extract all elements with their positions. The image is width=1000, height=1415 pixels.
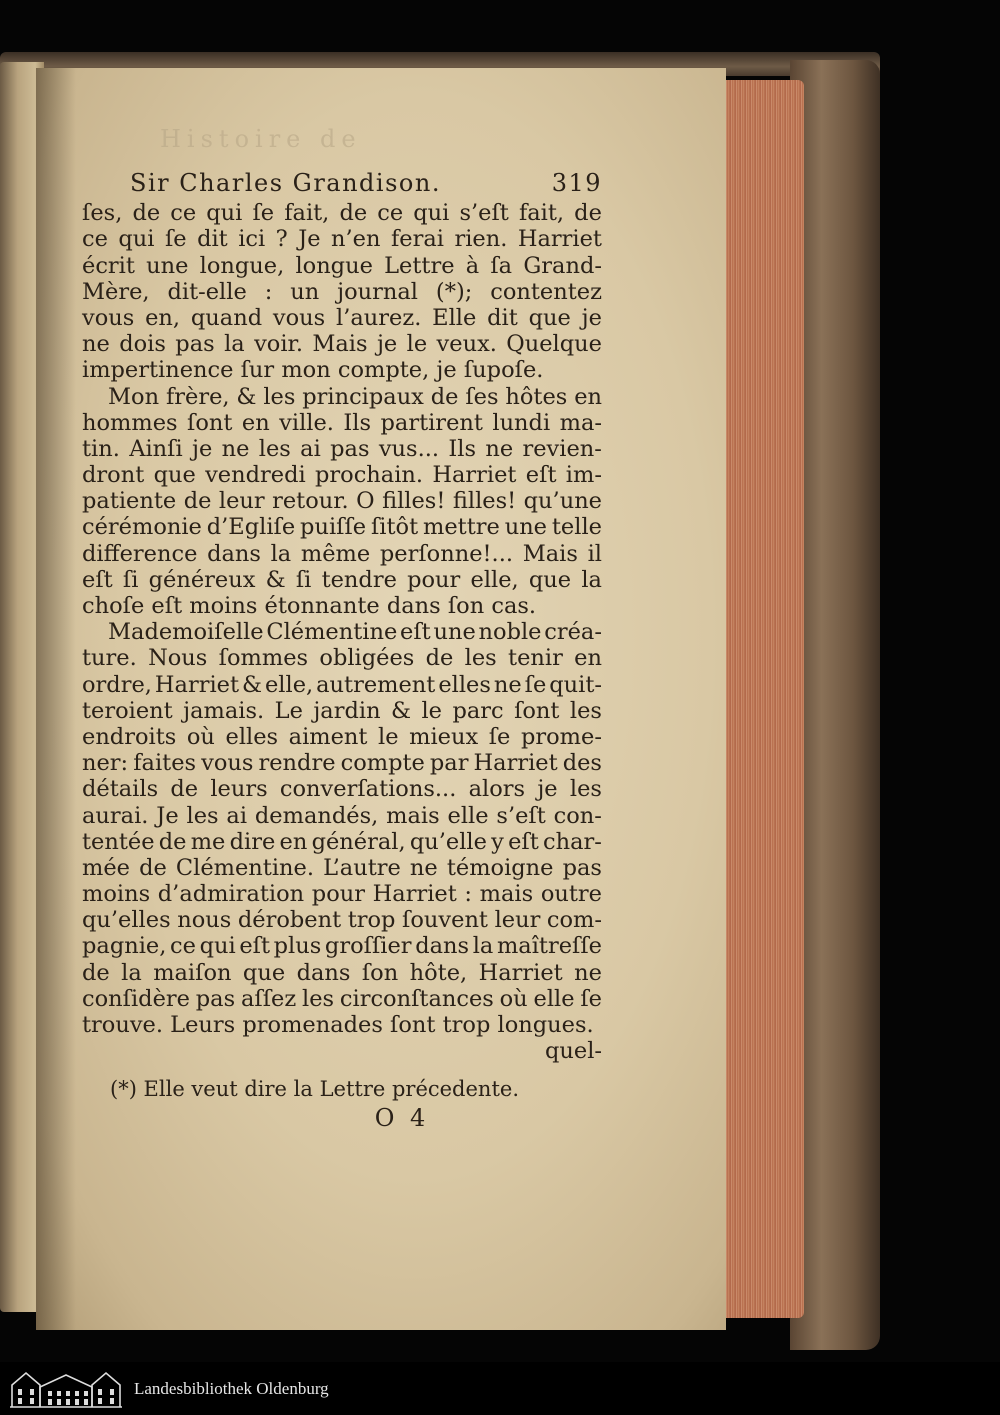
text-line [82,645,602,671]
word: faites [133,750,197,777]
word: hôte, [409,959,468,986]
word: obligées [319,645,415,672]
text-line-content: impertinence ſur mon compte, je ſupoſe. [82,357,544,384]
word: : [464,881,473,908]
word: détails [82,776,159,803]
word: la [472,933,494,960]
word: maîtreſſe [496,933,602,960]
word: veux. [436,331,497,358]
text-line-content: choſe eſt moins étonnante dans ſon cas. [82,593,537,620]
word: elles [438,671,491,698]
word: l’aurez. [336,304,422,331]
word: fait, [284,200,330,227]
text-line [82,698,602,724]
word: la [581,566,602,593]
word: dans [207,540,261,567]
word: ſes [465,383,499,410]
word: elles [225,723,279,750]
word: autrement [316,671,436,698]
word: ? [275,226,288,253]
word: telle [551,514,602,541]
word: dérobent [237,907,342,934]
word: Harriet [372,881,457,908]
word: Mademoiſelle [108,619,264,646]
page-text [82,170,602,1131]
word: vous [82,304,135,331]
word: ordre, [82,671,152,698]
word: pagnie, [82,933,167,960]
word: écrit [82,252,135,279]
word: Harriet [154,671,240,698]
word: général, [311,828,406,855]
word: circonſtances [339,985,494,1012]
word: qui [413,200,450,227]
word: partirent [380,409,483,436]
text-line [82,436,602,462]
word: prome- [520,723,602,750]
word: voir. [254,331,303,358]
word: pas [330,435,370,462]
word: O [356,488,375,515]
word: ſitôt [370,514,419,541]
word: de [132,200,161,227]
word: puiſſe [300,514,367,541]
word: les [302,985,335,1012]
word: conſidère [82,985,190,1012]
word: & [241,671,263,698]
word: dans [415,933,470,960]
text-line [82,279,602,305]
text-line [82,750,602,776]
word: les [569,776,602,803]
text-line [82,829,602,855]
word: ſi [295,566,312,593]
word: (*); [435,278,473,305]
word: en [574,645,602,672]
text-line [82,567,602,593]
word: Nous [148,645,208,672]
running-title: Sir Charles Grandison. [130,169,441,197]
text-line [82,672,602,698]
word: en [574,383,602,410]
word: dront [82,462,145,489]
word: que [528,566,572,593]
text-line [82,1012,602,1038]
text-line [82,384,602,410]
word: dit [197,226,228,253]
word: filles! [382,488,446,515]
word: com- [546,907,602,934]
word: maiſon [153,959,232,986]
word: leurs [210,776,268,803]
word: dois [119,331,166,358]
word: je [192,435,213,462]
word: ce [170,933,196,960]
word: Harriet [517,226,602,253]
word: leur [218,488,265,515]
word: je [537,776,558,803]
word: qu’elles [82,907,171,934]
word: pour [311,881,365,908]
word: Ils [343,409,372,436]
word: ſe [580,985,602,1012]
text-line [82,200,602,226]
word: filles! [452,488,517,515]
text-line [82,410,602,436]
word: je [376,331,398,358]
word: fait, [518,200,565,227]
text-line [82,619,602,645]
word: principaux [302,383,424,410]
text-line [82,881,602,907]
word: la [224,331,245,358]
word: vous [201,750,254,777]
text-line [82,488,602,514]
word: que [528,304,571,331]
body-text [82,200,602,1038]
word: tendre [321,566,397,593]
word: qui [118,226,155,253]
word: d’admiration [157,881,305,908]
word: dire [229,828,276,855]
word: ici [238,226,266,253]
word: de [170,776,199,803]
word: char- [543,828,602,855]
word: s’eſt [459,200,509,227]
word: même [300,540,371,567]
word: Mère, [82,278,150,305]
word: de [139,854,167,881]
text-line [82,357,602,383]
word: compte [340,750,425,777]
word: d’Egliſe [206,514,296,541]
word: Je [156,802,179,829]
footer-bar [0,1362,1000,1415]
word: dans [296,959,351,986]
word: Le [274,697,303,724]
word: qui [206,200,243,227]
text-line [82,960,602,986]
bleed-through-text: Histoire de [160,125,362,153]
word: ſa [490,252,513,279]
word: Lettre [384,252,455,279]
word: la [121,959,142,986]
word: vendredi [205,462,306,489]
word: ne [574,959,602,986]
word: ſont [514,697,560,724]
word: longue, [199,252,285,279]
word: im- [565,462,602,489]
word: journal [337,278,418,305]
word: frère, [165,383,230,410]
word: les [186,802,219,829]
signature-mark: O 4 [374,1103,430,1132]
text-line [82,541,602,567]
word: eſt [525,462,557,489]
word: ne [82,331,110,358]
word: mais [386,802,440,829]
word: elle, [470,566,519,593]
word: jardin [313,697,381,724]
word: les [464,645,497,672]
word: qu’elle [409,828,487,855]
word: de [574,200,602,227]
word: en [241,409,270,436]
text-line [82,514,602,540]
word: la [270,540,292,567]
word: de [158,828,187,855]
word: ma- [559,409,602,436]
word: une [146,252,189,279]
word: teroient [82,697,173,724]
word: retour. [272,488,349,515]
word: ne [409,854,438,881]
word: converſations... [279,776,457,803]
word: revien- [522,435,602,462]
word: ner: [82,750,129,777]
word: ne [485,435,514,462]
word: où [186,723,215,750]
text-line [82,462,602,488]
word: ce [82,226,108,253]
word: Mon [108,383,160,410]
word: contentez [490,278,602,305]
word: L’autre [323,854,401,881]
word: Elle [432,304,477,331]
word: s’eſt [496,802,546,829]
text-line [82,933,602,959]
word: ſe [252,200,275,227]
word: longue [295,252,373,279]
word: je [581,304,602,331]
word: de [339,200,368,227]
word: pas [562,854,602,881]
catchword-line [82,1038,602,1064]
word: endroits [82,723,177,750]
word: demandés, [254,802,379,829]
word: outre [540,881,602,908]
word: rendre [258,750,336,777]
word: ſe [524,671,547,698]
text-line [82,331,602,357]
word: Mais [312,331,368,358]
running-header [82,170,602,196]
word: hôtes [505,383,568,410]
word: de [183,488,212,515]
word: eſt [508,828,539,855]
word: mieux [409,723,479,750]
word: con- [553,802,602,829]
word: tin. [82,435,120,462]
word: pas [195,985,236,1012]
word: difference [82,540,198,567]
word: patiente [82,488,177,515]
word: les [569,697,602,724]
word: Ils [448,435,477,462]
word: quit- [549,671,602,698]
word: ville. [279,409,334,436]
word: le [378,723,399,750]
word: les [258,435,291,462]
word: ce [377,200,404,227]
word: & [236,383,257,410]
word: elle [533,985,575,1012]
word: mée [82,854,130,881]
word: eſt [239,933,270,960]
text-line [82,305,602,331]
word: prochain. [315,462,424,489]
word: Je [298,226,321,253]
word: Harriet [478,959,563,986]
word: hommes [82,409,178,436]
word: plus [273,933,322,960]
text-line [82,855,602,881]
word: témoigne [446,854,554,881]
word: Harriet [473,750,558,777]
word: qui [199,933,236,960]
text-line [82,226,602,252]
footnote: (*) Elle veut dire la Lettre précedente. [110,1077,519,1102]
word: ture. [82,645,137,672]
word: où [499,985,528,1012]
word: qu’une [523,488,602,515]
word: des [562,750,602,777]
word: & [265,566,286,593]
word: aiment [288,723,368,750]
word: elle, [264,671,314,698]
word: généreux [148,566,256,593]
word: ſe [164,226,187,253]
word: eſt [400,619,431,646]
word: alors [468,776,526,803]
word: Grand- [523,252,602,279]
word: rien. [454,226,508,253]
word: une [504,514,548,541]
word: ſes, [82,200,123,227]
text-line [82,776,602,802]
word: ne [493,671,522,698]
text-line [82,593,602,619]
word: à [465,252,480,279]
word: : [264,278,273,305]
page-number: 319 [551,169,602,197]
word: ſont [187,409,233,436]
word: parc [452,697,504,724]
word: un [290,278,320,305]
word: aſſez [240,985,297,1012]
word: de [430,383,459,410]
word: une [433,619,476,646]
catchword: quel- [544,1038,602,1065]
word: elle [447,802,489,829]
word: vus... [378,435,440,462]
gutter-shadow [36,68,76,1330]
word: leur [494,907,541,934]
word: moins [82,881,151,908]
word: groſſier [324,933,412,960]
word: dit-elle [167,278,247,305]
word: tentée [82,828,155,855]
text-line [82,724,602,750]
word: pour [407,566,461,593]
word: cérémonie [82,514,202,541]
word: en [279,828,308,855]
word: Harriet [432,462,517,489]
word: Quelque [506,331,602,358]
word: nous [177,907,232,934]
word: ai [300,435,321,462]
word: le [421,697,442,724]
word: ai [226,802,248,829]
word: les [263,383,296,410]
word: ne [221,435,250,462]
word: & [391,697,412,724]
text-line [82,986,602,1012]
word: dit [487,304,518,331]
word: n’en [331,226,381,253]
word: ſon [361,959,399,986]
word: ſouvent [402,907,488,934]
word: par [429,750,469,777]
library-name: Landesbibliothek Oldenburg [134,1378,329,1398]
word: trop [347,907,396,934]
word: le [406,331,428,358]
word: quand [190,304,263,331]
word: vous [272,304,326,331]
word: que [153,462,196,489]
word: me [190,828,226,855]
word: y [491,828,504,855]
word: aurai. [82,802,149,829]
word: ſommes [218,645,309,672]
word: Clémentine [266,619,398,646]
word: il [587,540,602,567]
text-line-content: trouve. Leurs promenades ſont trop longues. [82,1012,594,1039]
word: ce [170,200,197,227]
word: créa- [544,619,602,646]
word: que [242,959,286,986]
word: de [82,959,110,986]
text-line [82,907,602,933]
word: jamais. [183,697,265,724]
word: tenir [508,645,563,672]
word: en, [145,304,181,331]
word: ſe [488,723,511,750]
word: ſi [122,566,139,593]
text-line [82,803,602,829]
word: Ainſi [129,435,183,462]
word: mettre [423,514,500,541]
word: de [425,645,454,672]
text-line [82,253,602,279]
library-building-logo-icon [10,1369,122,1409]
word: noble [478,619,542,646]
word: Clémentine. [175,854,314,881]
word: pas [175,331,215,358]
word: Mais [522,540,578,567]
word: eſt [82,566,113,593]
word: mais [479,881,534,908]
word: perſonne!... [379,540,514,567]
word: ferai [390,226,444,253]
word: lundi [492,409,551,436]
